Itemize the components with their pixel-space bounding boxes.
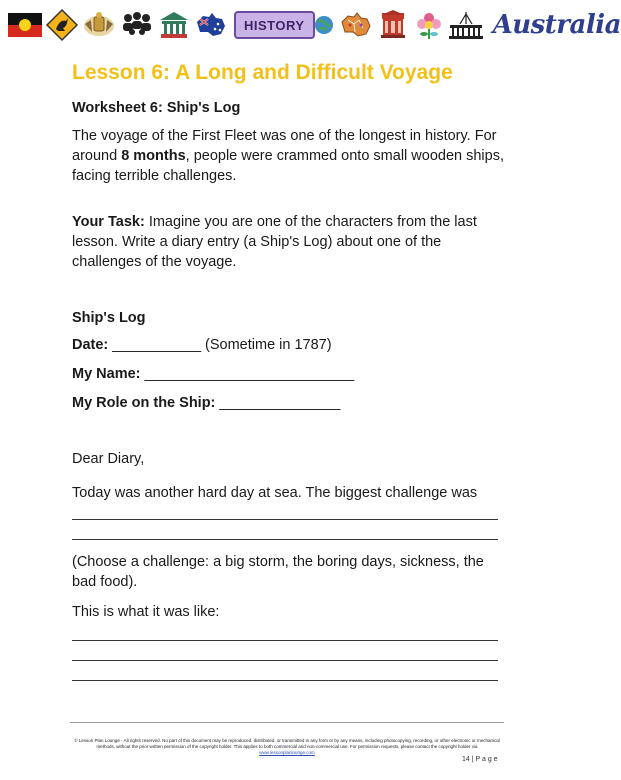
task-paragraph	[72, 212, 512, 272]
diary-sentence: Today was another hard day at sea. The biggest challenge was	[72, 485, 478, 501]
page-number: 14 | P a g e	[462, 756, 498, 763]
date-field[interactable]	[72, 335, 512, 355]
challenge-instructions: (Choose a challenge: a big storm, the boring days, sickness, the bad food).	[72, 554, 484, 590]
role-label: My Role on the Ship:	[72, 395, 216, 411]
writing-line[interactable]	[72, 660, 498, 661]
website-link[interactable]: www.lessonplanlounge.com	[259, 750, 315, 755]
australia-map-icon	[339, 8, 373, 42]
people-group-icon	[120, 8, 154, 42]
name-blank[interactable]: __________________________	[140, 366, 355, 382]
parliament-house-icon	[449, 8, 483, 42]
writing-line[interactable]	[72, 519, 498, 520]
ships-log-heading: Ship's Log	[72, 310, 146, 326]
writing-line[interactable]	[72, 680, 498, 681]
role-blank[interactable]: _______________	[215, 395, 341, 411]
museum-building-icon	[377, 8, 409, 42]
government-building-icon	[158, 8, 190, 42]
task-text: Imagine you are one of the characters from the last lesson. Write a diary entry (a Ship's Log) about one of the challenges of the voyage.	[72, 214, 477, 270]
coat-of-arms-icon	[82, 8, 116, 42]
footer-divider	[70, 722, 504, 723]
worksheet-content	[72, 60, 512, 681]
writing-line[interactable]	[72, 539, 498, 540]
australia-flag-map-icon	[194, 8, 228, 42]
diary-prompt: This is what it was like:	[72, 604, 220, 620]
header-banner	[8, 6, 621, 44]
lesson-title: Lesson 6: A Long and Difficult Voyage	[72, 61, 453, 84]
name-field[interactable]	[72, 364, 512, 384]
copyright-notice: © Lesson Plan Lounge - All rights reserved. No part of this document may be reproduced, distributed, or transmitted in any form or by any means, including photocopying, recording, or other electronic or mechanical methods, without the prior written permission of the copyright holder. This applies to both commercial and non-commercial use. For permission requests, please contact the copyright holder via	[74, 738, 500, 749]
history-label-icon: HISTORY	[234, 11, 315, 39]
worksheet-title: Worksheet 6: Ship's Log	[72, 100, 241, 116]
role-field[interactable]	[72, 393, 512, 413]
aboriginal-flag-icon	[8, 8, 42, 42]
kangaroo-sign-icon	[46, 8, 78, 42]
date-blank[interactable]: ___________	[112, 337, 202, 353]
intro-emphasis: 8 months	[121, 148, 186, 164]
flower-icon	[413, 8, 445, 42]
intro-text-end: , people were crammed onto small wooden ships, facing terrible challenges.	[72, 148, 504, 184]
diary-greeting: Dear Diary,	[72, 451, 145, 467]
writing-line[interactable]	[72, 640, 498, 641]
name-label: My Name:	[72, 366, 141, 382]
date-label: Date:	[72, 337, 109, 353]
date-note: (Sometime in 1787)	[201, 337, 332, 353]
intro-text-start: The voyage of the First Fleet was one of the longest in history. For around	[72, 128, 497, 164]
australia-wordmark: Australia	[492, 10, 621, 40]
task-label: Your Task:	[72, 214, 145, 230]
intro-paragraph	[72, 126, 512, 186]
globe-book-icon	[313, 8, 335, 42]
